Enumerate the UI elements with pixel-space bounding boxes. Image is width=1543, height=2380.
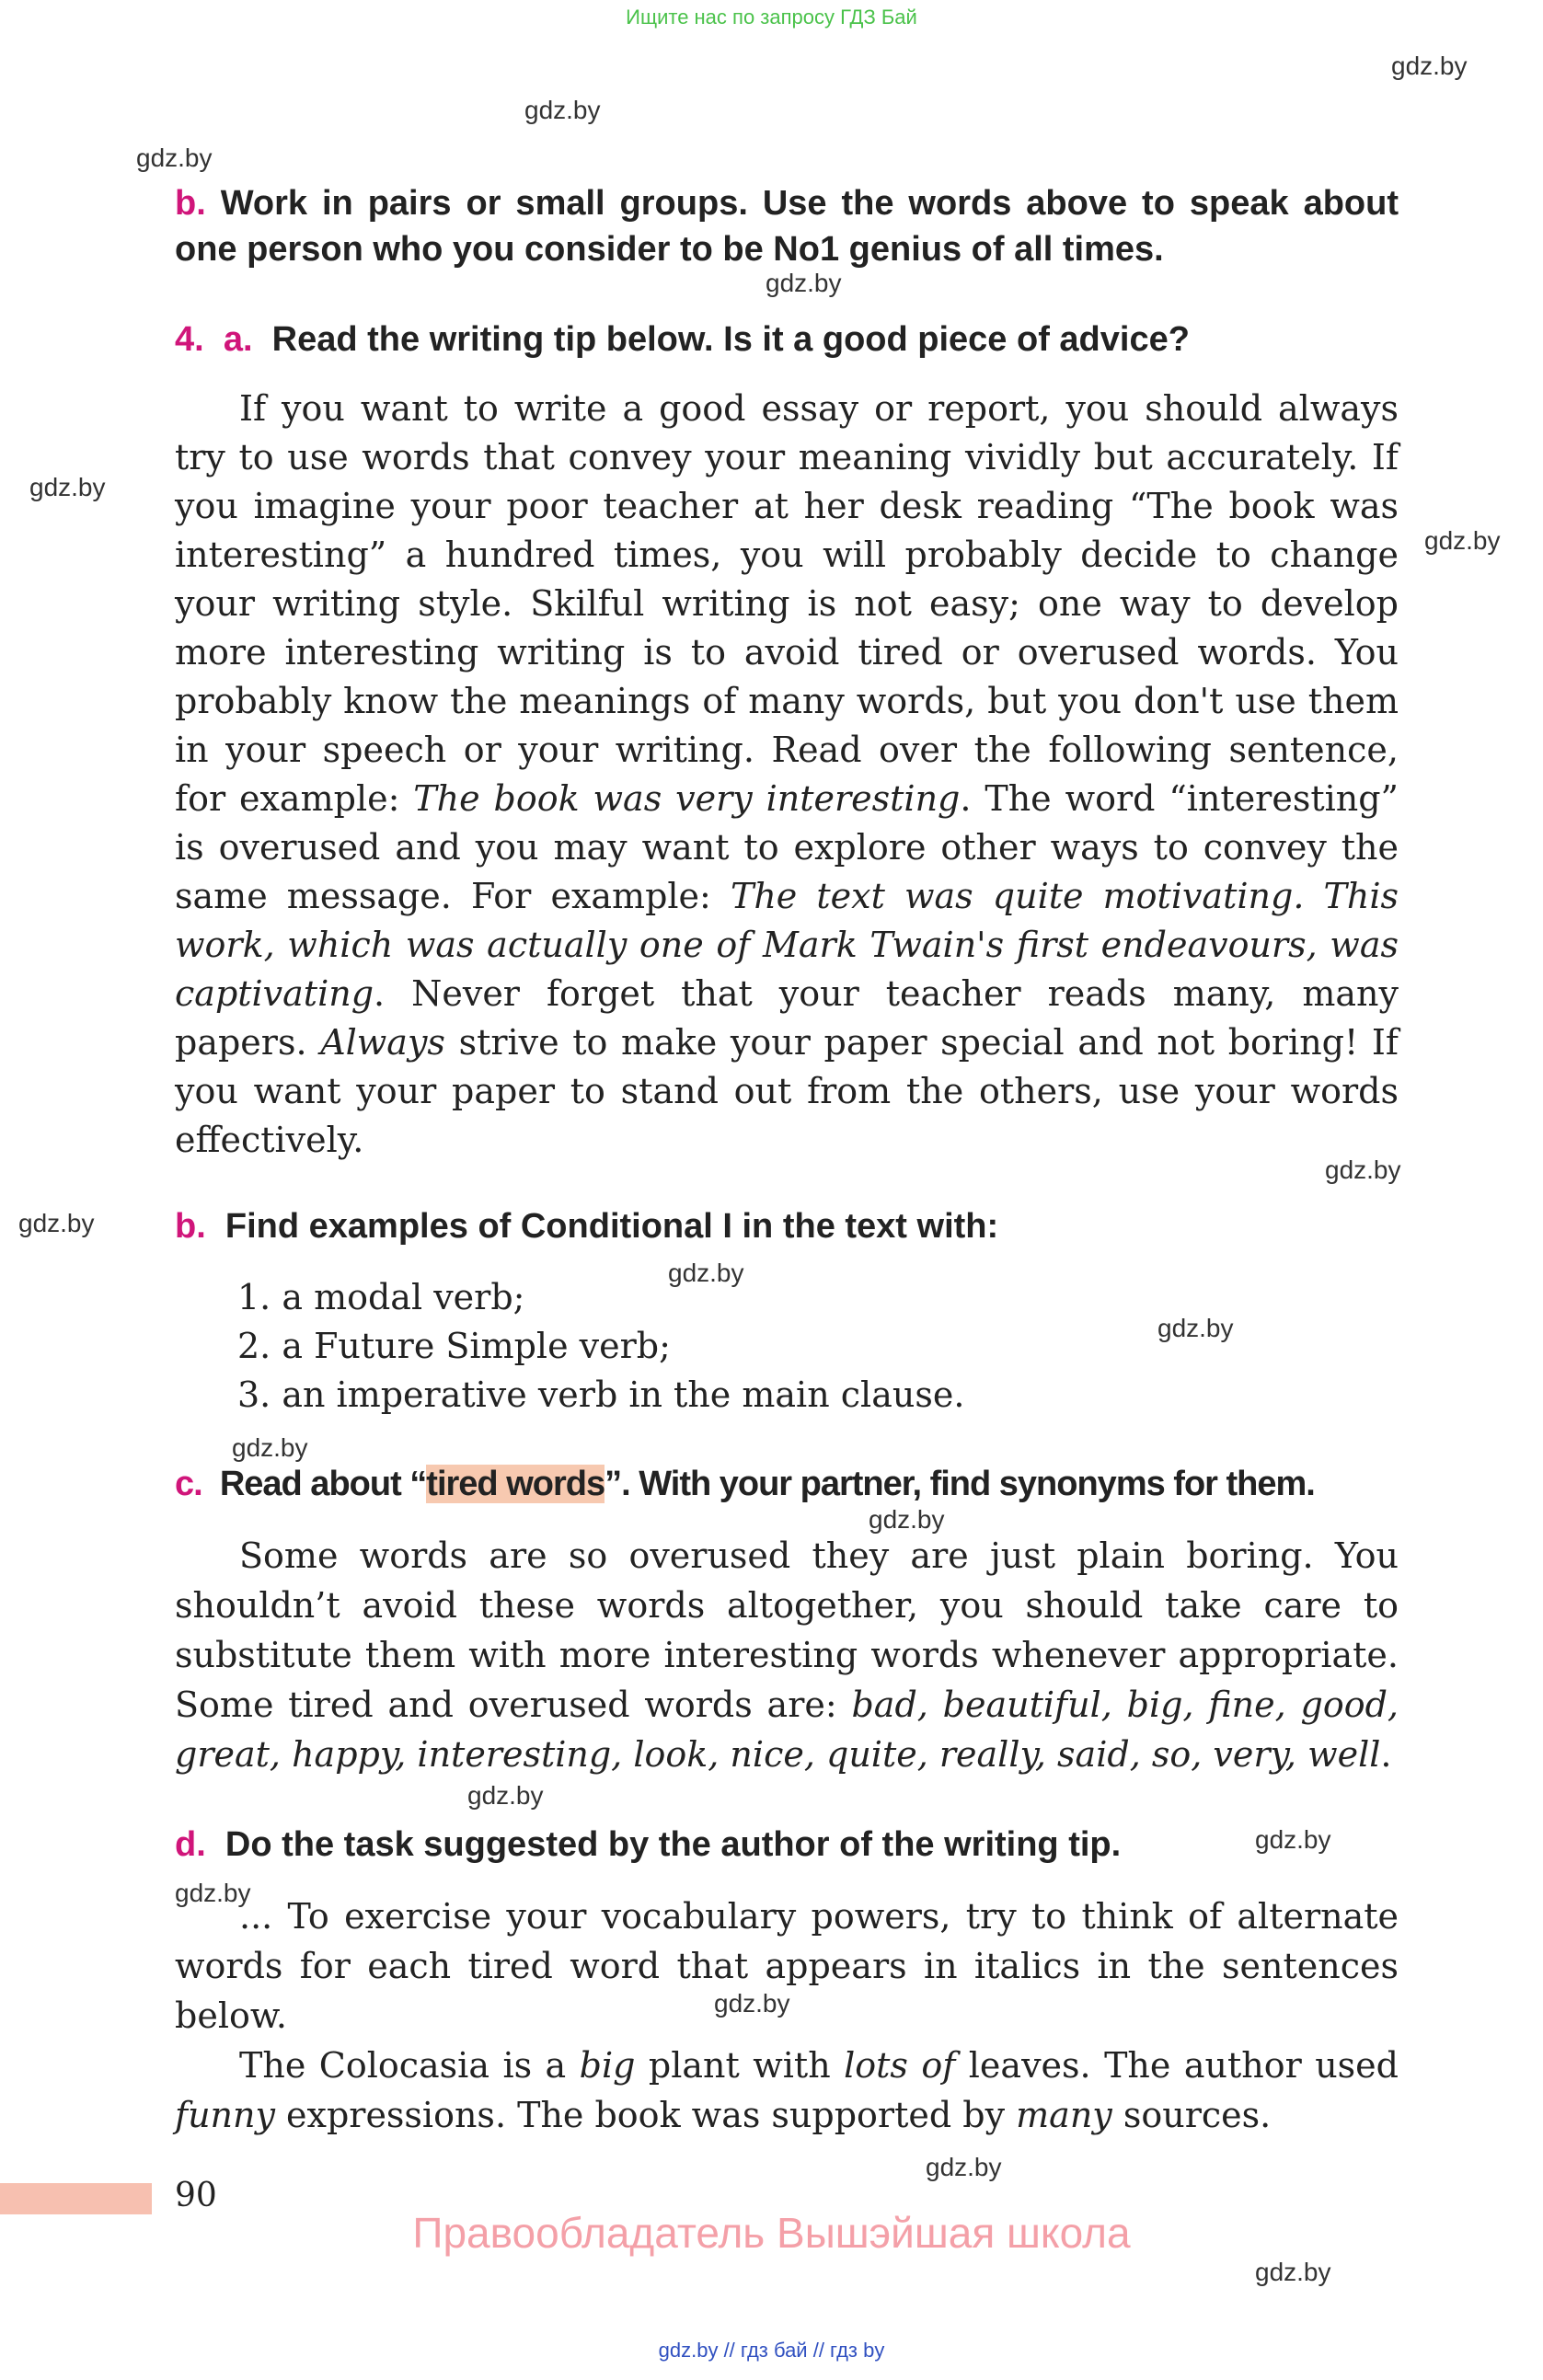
- page-number: 90: [175, 2177, 217, 2214]
- exercise-instruction: Read about “: [219, 1465, 427, 1503]
- text-run: The Colocasia is a: [239, 2045, 580, 2086]
- exercise-4a-heading: [175, 316, 1399, 362]
- exercise-instruction: ”. With your partner, find synonyms for them.: [605, 1465, 1315, 1503]
- watermark: gdz.by: [1391, 52, 1468, 80]
- text-run: plant with: [635, 2045, 845, 2086]
- text-run: sources.: [1111, 2095, 1272, 2135]
- exercise-4b-heading: [175, 1203, 1399, 1249]
- writing-tip-text: [175, 385, 1399, 1165]
- text-run: expressions. The book was supported by: [274, 2095, 1017, 2135]
- watermark: gdz.by: [1255, 1825, 1331, 1854]
- exercise-letter: a.: [223, 320, 253, 359]
- watermark: gdz.by: [869, 1505, 945, 1534]
- watermark: gdz.by: [232, 1433, 308, 1462]
- watermark: gdz.by: [175, 1879, 251, 1907]
- italic-run: bad, beautiful, big, fine, good, great, happy, interesting, look, nice, quite, really, said, so, very, well: [175, 1684, 1399, 1775]
- italic-run: big: [579, 2045, 636, 2086]
- text-run: .: [1380, 1734, 1392, 1775]
- exercise-4c-heading: [175, 1461, 1399, 1507]
- text-run: . Never forget that your teacher reads many, many papers.: [175, 973, 1399, 1063]
- exercise-number: 4.: [175, 320, 204, 359]
- italic-run: many: [1016, 2095, 1112, 2135]
- watermark: gdz.by: [29, 473, 106, 501]
- watermark: gdz.by: [1325, 1156, 1401, 1184]
- paragraph: [175, 2041, 1399, 2140]
- paragraph: ... To exercise your vocabulary powers, try to think of alternate words for each tired word that appears in italics in the sentences below.: [175, 1896, 1399, 2036]
- watermark: gdz.by: [766, 269, 842, 297]
- text-run: . The word “interesting” is overused and you may want to explore other ways to convey the same message. For example:: [175, 778, 1399, 916]
- exercise-instruction: Find examples of Conditional I in the text with:: [225, 1207, 999, 1246]
- watermark: gdz.by: [18, 1209, 95, 1237]
- footer-links: gdz.by // гдз бай // гдз by: [658, 2339, 885, 2362]
- italic-run: funny: [175, 2095, 275, 2135]
- text-run: strive to make your paper special and not boring! If you want your paper to stand out from the others, use your words effectively.: [175, 1022, 1399, 1160]
- italic-run: The text was quite motivating. This work, which was actually one of Mark Twain's first endeavours, was captivating: [175, 876, 1399, 1014]
- copyright-notice: Правообладатель Вышэйшая школа: [412, 2209, 1131, 2257]
- list-item: 3. an imperative verb in the main clause.: [237, 1374, 965, 1415]
- exercise-letter: c.: [175, 1465, 202, 1503]
- exercise-letter: b.: [175, 1207, 206, 1246]
- exercise-3b-heading: [175, 180, 1399, 272]
- task-text: [175, 1891, 1399, 2140]
- list-item: 2. a Future Simple verb;: [237, 1326, 671, 1366]
- watermark: gdz.by: [1157, 1314, 1234, 1342]
- watermark: gdz.by: [668, 1259, 744, 1287]
- italic-run: The book was very interesting: [413, 778, 961, 819]
- top-note: Ищите нас по запросу ГДЗ Бай: [626, 6, 917, 29]
- exercise-letter: d.: [175, 1825, 206, 1864]
- conditional-list: [237, 1273, 964, 1420]
- highlighted-term: tired words: [426, 1465, 605, 1503]
- exercise-instruction: Do the task suggested by the author of the writing tip.: [225, 1825, 1122, 1864]
- italic-run: Always: [320, 1022, 445, 1063]
- exercise-4d-heading: [175, 1822, 1399, 1868]
- watermark: gdz.by: [467, 1781, 544, 1810]
- italic-run: lots of: [844, 2045, 956, 2086]
- watermark: gdz.by: [926, 2153, 1002, 2181]
- text-run: Some words are so overused they are just plain boring. You shouldn’t avoid these words altogether, you should take care to substitute them with more interesting words whenever appropriate. Some tired and overused words are:: [175, 1535, 1399, 1725]
- watermark: gdz.by: [1255, 2258, 1331, 2286]
- watermark: gdz.by: [136, 144, 213, 172]
- watermark: gdz.by: [714, 1989, 790, 2018]
- watermark: gdz.by: [1424, 526, 1501, 555]
- paragraph: [175, 1531, 1399, 1779]
- tired-words-text: [175, 1531, 1399, 1779]
- text-run: leaves. The author used: [955, 2045, 1399, 2086]
- watermark: gdz.by: [524, 96, 601, 124]
- paragraph: [175, 385, 1399, 1165]
- text-run: If you want to write a good essay or report, you should always try to use words that convey your meaning vividly but accurately. If you imagine your poor teacher at her desk reading “The book was interesting” a hundred times, you will probably decide to change your writing style. Skilful writing is not easy; one way to develop more interesting writing is to avoid tired or overused words. You probably know the meanings of many words, but you don't use them in your speech or your writing. Read over the following sentence, for example:: [175, 388, 1399, 819]
- list-item: 1. a modal verb;: [237, 1277, 525, 1317]
- exercise-instruction: Work in pairs or small groups. Use the words above to speak about one person who you consider to be No1 genius of all times.: [175, 184, 1399, 269]
- exercise-instruction: Read the writing tip below. Is it a good piece of advice?: [271, 320, 1190, 359]
- exercise-letter: b.: [175, 184, 206, 223]
